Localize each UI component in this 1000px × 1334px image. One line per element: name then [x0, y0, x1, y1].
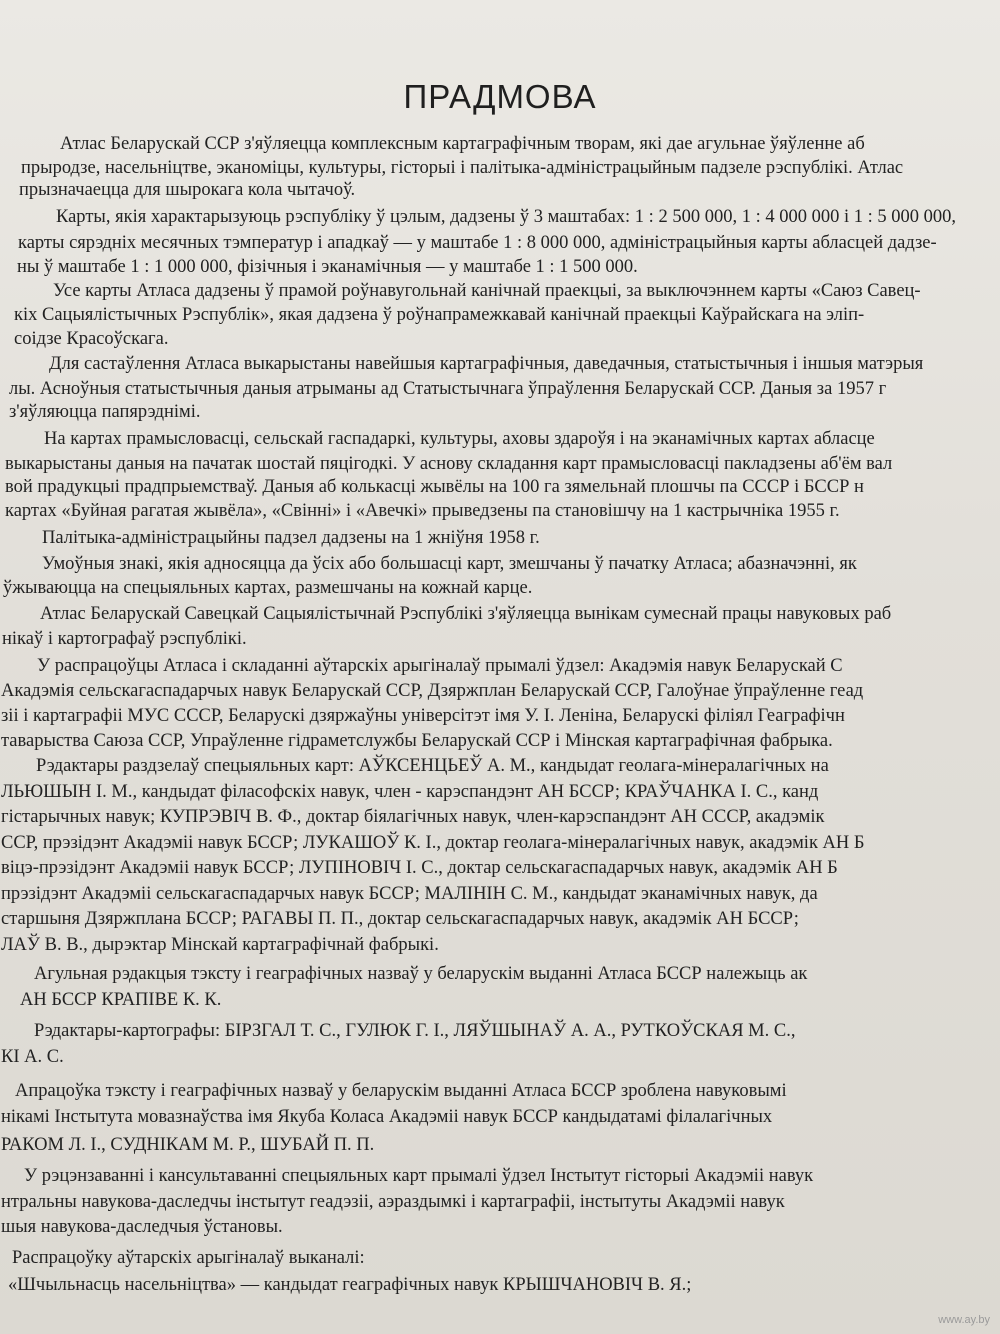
text-line: зіі і картаграфіі МУС СССР, Беларускі дзяржаўны універсітэт імя У. І. Леніна, Беларускі філіял Геаграфічн [1, 706, 845, 726]
text-line: Палітыка-адміністрацыйны падзел дадзены на 1 жніўня 1958 г. [42, 528, 540, 548]
text-line: гістарычных навук; КУПРЭВІЧ В. Ф., доктар біялагічных навук, член-карэспандэнт АН СССР, акадэмік [1, 807, 825, 827]
text-line: прэзідэнт Акадэміі сельскагаспадарчых навук БССР; МАЛІНІН С. М., кандыдат эканамічных навук, да [1, 884, 818, 904]
text-line: шыя навукова-даследчыя ўстановы. [1, 1217, 283, 1237]
text-line: Усе карты Атласа дадзены ў прамой роўнавугольнай канічнай праекцыі, за выключэннем карты «Саюз Савец- [53, 281, 921, 301]
text-line: КІ А. С. [1, 1047, 64, 1067]
text-line: ЛЬЮШЫН І. М., кандыдат філасофскіх навук, член - карэспандэнт АН БССР; КРАЎЧАНКА І. С., канд [1, 782, 819, 802]
text-line: з'яўляюцца папярэднімі. [9, 402, 201, 422]
text-line: старшыня Дзяржплана БССР; РАГАВЫ П. П., доктар сельскагаспадарчых навук, акадэмік АН БССР; [1, 909, 799, 929]
text-line: таварыства Саюза ССР, Упраўленне гідраметслужбы Беларускай ССР і Мінская картаграфічная фабрыка. [1, 731, 833, 751]
text-line: нтральны навукова-даследчы інстытут геадэзіі, аэраздымкі і картаграфіі, інстытуты Акадэміі навук [1, 1192, 785, 1212]
text-line: соідзе Красоўскага. [14, 329, 169, 349]
text-line: «Шчыльнасць насельніцтва» — кандыдат геаграфічных навук КРЫШЧАНОВІЧ В. Я.; [8, 1275, 692, 1295]
page-title: ПРАДМОВА [403, 78, 597, 115]
text-line: Рэдактары-картографы: БІРЗГАЛ Т. С., ГУЛЮК Г. І., ЛЯЎШЫНАЎ А. А., РУТКОЎСКАЯ М. С., [34, 1021, 796, 1041]
text-line: Умоўныя знакі, якія адносяцца да ўсіх або большасці карт, змешчаны ў пачатку Атласа; абазначэнні, як [42, 554, 857, 574]
text-line: Атлас Беларускай ССР з'яўляецца комплексным картаграфічным творам, які дае агульнае ўяўленне аб [60, 134, 865, 154]
text-line: АН БССР КРАПІВЕ К. К. [20, 990, 222, 1010]
text-line: На картах прамысловасці, сельскай гаспадаркі, культуры, аховы здароўя і на эканамічных картах абласце [44, 429, 875, 449]
text-line: лы. Асноўныя статыстычныя даныя атрыманы ад Статыстычнага ўпраўлення Беларускай ССР. Даныя за 1957 г [9, 379, 887, 399]
text-line: выкарыстаны даныя на пачатак шостай пяцігодкі. У аснову складання карт прамысловасці пакладзены аб'ём вал [5, 454, 893, 474]
text-line: нікамі Інстытута мовазнаўства імя Якуба Коласа Акадэміі навук БССР кандыдатамі філалагічных [1, 1107, 773, 1127]
text-line: Атлас Беларускай Савецкай Сацыялістычнай Рэспублікі з'яўляецца вынікам сумеснай працы навуковых раб [40, 604, 892, 624]
text-line: віцэ-прэзідэнт Акадэміі навук БССР; ЛУПІНОВІЧ І. С., доктар сельскагаспадарчых навук, акадэмік АН Б [1, 858, 838, 878]
text-line: ны ў маштабе 1 : 1 000 000, фізічныя і эканамічныя — у маштабе 1 : 1 500 000. [17, 257, 638, 277]
text-line: карты сярэдніх месячных тэмператур і ападкаў — у маштабе 1 : 8 000 000, адміністрацыйныя карты абласцей дадзе- [18, 233, 937, 253]
text-line: ССР, прэзідэнт Акадэміі навук БССР; ЛУКАШОЎ К. І., доктар геолага-мінералагічных навук, акадэмік АН Б [1, 833, 865, 853]
text-line: нікаў і картографаў рэспублікі. [2, 629, 247, 649]
text-line: Для састаўлення Атласа выкарыстаны навейшыя картаграфічныя, даведачныя, статыстычныя і іншыя матэрыя [49, 354, 924, 374]
text-line: У распрацоўцы Атласа і складанні аўтарскіх арыгіналаў прымалі ўдзел: Акадэмія навук Беларускай С [37, 656, 843, 676]
watermark: www.ay.by [938, 1314, 990, 1326]
text-line: прыродзе, насельніцтве, эканоміцы, культуры, гісторыі і палітыка-адміністрацыйным падзеле рэспублікі. Атлас [21, 158, 904, 178]
text-line: ўжываюцца на спецыяльных картах, размешчаны на кожнай карце. [3, 578, 533, 598]
text-line: Апрацоўка тэксту і геаграфічных назваў у беларускім выданні Атласа БССР зроблена навуковымі [15, 1081, 787, 1101]
text-line: Карты, якія характарызуюць рэспубліку ў цэлым, дадзены ў 3 маштабах: 1 : 2 500 000, 1 : 4 000 000 і 1 : 5 000 000, [56, 207, 956, 227]
text-line: прызначаецца для шырокага кола чытачоў. [19, 180, 356, 200]
text-line: У рэцэнзаванні і кансультаванні спецыяльных карт прымалі ўдзел Інстытут гісторыі Акадэміі навук [24, 1166, 814, 1186]
text-line: РАКОМ Л. І., СУДНІКАМ М. Р., ШУБАЙ П. П. [1, 1135, 375, 1155]
text-line: картах «Буйная рагатая жывёла», «Свінні» і «Авечкі» прыведзены па становішчу на 1 кастрычніка 1955 г. [5, 501, 840, 521]
text-line: ЛАЎ В. В., дырэктар Мінскай картаграфічнай фабрыкі. [1, 935, 439, 955]
text-line: Рэдактары раздзелаў спецыяльных карт: АЎКСЕНЦЬЕЎ А. М., кандыдат геолага-мінералагічных на [36, 756, 829, 776]
text-line: Агульная рэдакцыя тэксту і геаграфічных назваў у беларускім выданні Атласа БССР належыць ак [34, 964, 808, 984]
text-line: кіх Сацыялістычных Рэспублік», якая дадзена ў роўнапрамежкавай канічнай праекцыі Каўрайскага на эліп- [14, 305, 865, 325]
text-line: Распрацоўку аўтарскіх арыгіналаў выканалі: [12, 1248, 365, 1268]
text-line: Акадэмія сельскагаспадарчых навук Беларускай ССР, Дзяржплан Беларускай ССР, Галоўнае ўпраўленне геад [1, 681, 864, 701]
text-line: вой прадукцыі прадпрыемстваў. Даныя аб колькасці жывёлы на 100 га зямельнай плошчы па СССР і БССР н [5, 477, 864, 497]
